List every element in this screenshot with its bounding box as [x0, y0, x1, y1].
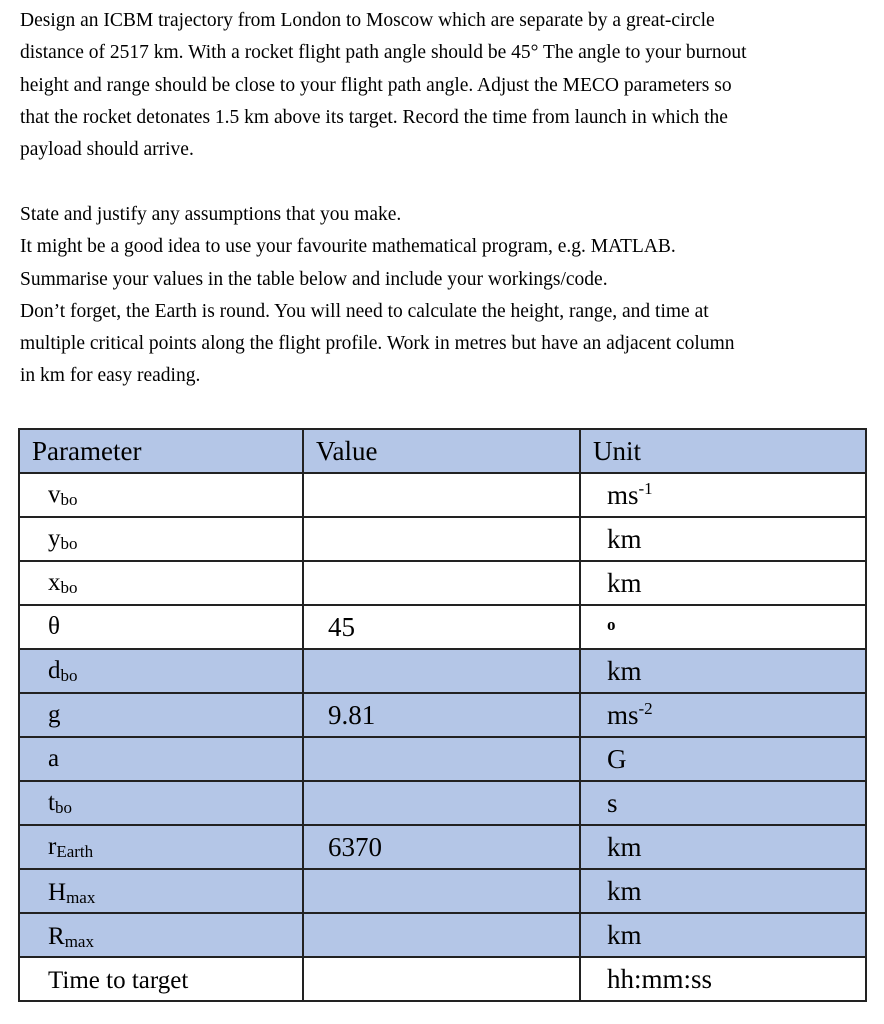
table-row	[19, 649, 866, 693]
statement-line: distance of 2517 km. With a rocket flight path angle should be 45° The angle to your burnout	[20, 42, 747, 64]
parameter-subscript: bo	[60, 534, 78, 553]
parameter-cell	[19, 649, 303, 693]
table-body	[19, 473, 866, 1001]
parameter-subscript: Earth	[56, 842, 94, 861]
header-parameter: Parameter	[19, 429, 303, 473]
table-row	[19, 913, 866, 957]
unit-cell	[580, 957, 866, 1001]
table-row	[19, 825, 866, 869]
unit-text: hh:mm:ss	[607, 963, 713, 994]
value-cell	[303, 517, 580, 561]
unit-text: km	[607, 567, 642, 598]
problem-statement	[20, 5, 870, 166]
unit-text: km	[607, 523, 642, 554]
instruction-line: multiple critical points along the flight profile. Work in metres but have an adjacent column	[20, 333, 735, 355]
unit-cell	[580, 517, 866, 561]
parameter-subscript: bo	[54, 798, 72, 817]
parameter-subscript: bo	[60, 578, 78, 597]
table-row	[19, 781, 866, 825]
value-cell	[303, 869, 580, 913]
table-row	[19, 473, 866, 517]
parameter-cell	[19, 781, 303, 825]
parameter-cell	[19, 869, 303, 913]
parameter-symbol: a	[48, 745, 60, 772]
unit-cell	[580, 561, 866, 605]
parameter-symbol: H	[48, 878, 67, 906]
parameter-table	[18, 428, 867, 1002]
parameter-symbol: g	[48, 701, 61, 728]
value-cell: 45	[303, 605, 580, 649]
unit-cell	[580, 781, 866, 825]
unit-cell	[580, 737, 866, 781]
parameter-symbol: y	[48, 525, 61, 552]
value-cell	[303, 473, 580, 517]
parameter-symbol: x	[48, 569, 61, 596]
unit-cell	[580, 473, 866, 517]
unit-text: km	[607, 875, 642, 906]
table-row	[19, 517, 866, 561]
unit-text: ms	[607, 479, 639, 510]
table-row	[19, 737, 866, 781]
unit-superscript: -2	[638, 698, 653, 718]
parameter-symbol: r	[48, 833, 57, 860]
instruction-line: Summarise your values in the table below and include your workings/code.	[20, 268, 608, 290]
unit-cell	[580, 605, 866, 649]
unit-cell	[580, 913, 866, 957]
table-row	[19, 957, 866, 1001]
header-unit: Unit	[580, 429, 866, 473]
parameter-cell	[19, 605, 303, 649]
parameter-subscript: bo	[60, 666, 78, 685]
parameter-subscript: max	[64, 931, 94, 951]
table-row	[19, 605, 866, 649]
statement-line: Design an ICBM trajectory from London to Moscow which are separate by a great-circle	[20, 10, 715, 31]
table-row	[19, 561, 866, 605]
unit-cell	[580, 693, 866, 737]
parameter-symbol: R	[48, 922, 65, 950]
parameter-cell	[19, 693, 303, 737]
parameter-cell	[19, 473, 303, 517]
parameter-cell	[19, 825, 303, 869]
parameter-subscript: bo	[60, 490, 78, 509]
statement-line: payload should arrive.	[20, 139, 194, 161]
value-cell	[303, 913, 580, 957]
unit-cell	[580, 825, 866, 869]
unit-text: km	[607, 831, 642, 862]
table-row	[19, 693, 866, 737]
parameter-symbol: Time to target	[48, 966, 189, 994]
parameter-cell	[19, 913, 303, 957]
value-cell	[303, 649, 580, 693]
table-row	[19, 869, 866, 913]
table-header-row	[19, 429, 866, 473]
parameter-cell	[19, 517, 303, 561]
instruction-line: It might be a good idea to use your favourite mathematical program, e.g. MATLAB.	[20, 236, 676, 258]
unit-text: G	[607, 743, 627, 774]
parameter-subscript: max	[66, 887, 96, 907]
parameter-symbol: d	[48, 657, 61, 684]
instructions	[20, 199, 870, 393]
parameter-symbol: t	[48, 789, 55, 816]
value-cell	[303, 781, 580, 825]
statement-line: height and range should be close to your flight path angle. Adjust the MECO parameters so	[20, 74, 732, 96]
value-cell	[303, 737, 580, 781]
unit-cell	[580, 649, 866, 693]
statement-line: that the rocket detonates 1.5 km above its target. Record the time from launch in which the	[20, 106, 728, 128]
unit-text: ms	[607, 699, 639, 730]
parameter-cell	[19, 737, 303, 781]
value-cell	[303, 957, 580, 1001]
header-value: Value	[303, 429, 580, 473]
parameter-cell	[19, 561, 303, 605]
unit-text: km	[607, 655, 642, 686]
unit-superscript: -1	[638, 478, 653, 498]
value-cell	[303, 561, 580, 605]
unit-text: s	[607, 787, 618, 818]
instruction-line: in km for easy reading.	[20, 365, 201, 387]
value-cell: 9.81	[303, 693, 580, 737]
unit-text: km	[607, 919, 642, 950]
parameter-symbol: v	[48, 481, 61, 508]
value-cell: 6370	[303, 825, 580, 869]
parameter-cell	[19, 957, 303, 1001]
instruction-line: State and justify any assumptions that you make.	[20, 204, 402, 225]
instruction-line: Don’t forget, the Earth is round. You will need to calculate the height, range, and time at	[20, 300, 709, 322]
unit-cell	[580, 869, 866, 913]
parameter-symbol: θ	[48, 613, 60, 640]
unit-text: o	[607, 614, 616, 634]
